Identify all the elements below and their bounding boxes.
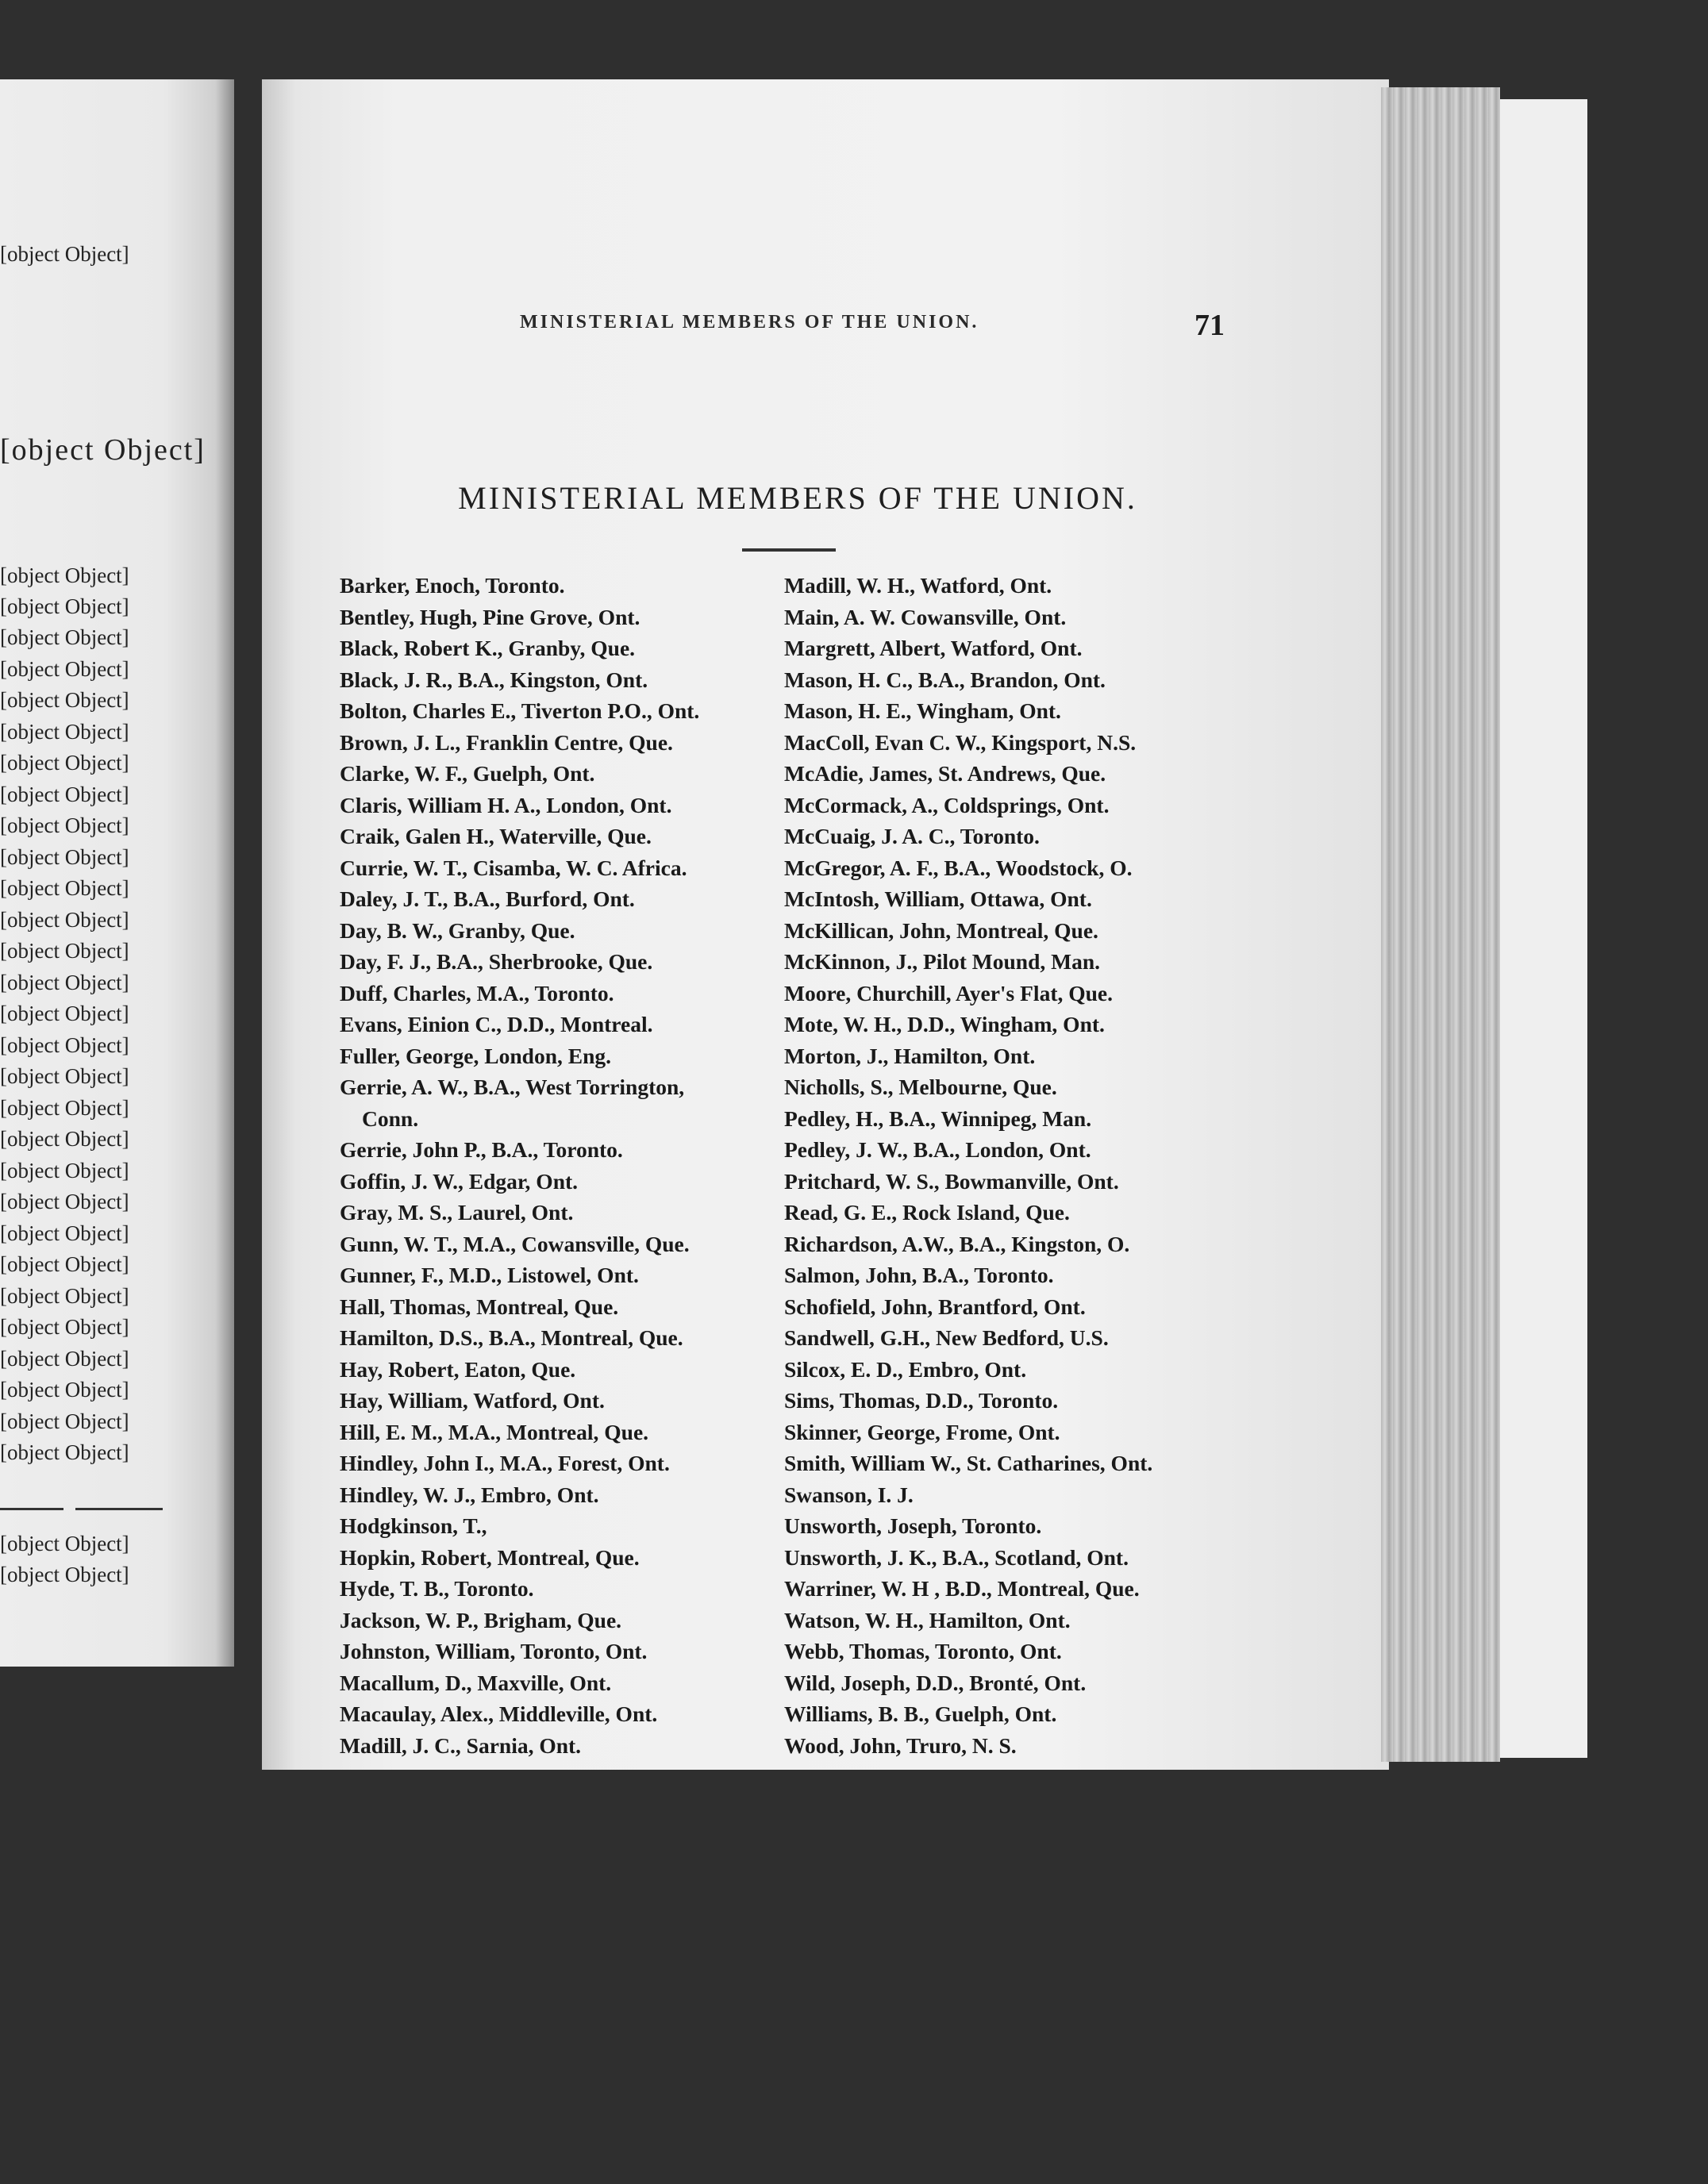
member-entry: Black, J. R., B.A., Kingston, Ont. xyxy=(340,667,648,692)
page-block-edge xyxy=(1381,87,1500,1762)
member-entry: Schofield, John, Brantford, Ont. xyxy=(784,1294,1086,1319)
facing-page-text-fragment: [object Object] xyxy=(0,908,129,932)
member-entry: Day, F. J., B.A., Sherbrooke, Que. xyxy=(340,949,653,974)
member-entry: Duff, Charles, M.A., Toronto. xyxy=(340,980,614,1005)
member-entry: Pritchard, W. S., Bowmanville, Ont. xyxy=(784,1168,1119,1194)
member-entry: McCuaig, J. A. C., Toronto. xyxy=(784,824,1040,848)
member-entry: Claris, William H. A., London, Ont. xyxy=(340,792,672,817)
facing-page-text-fragment: [object Object] xyxy=(0,1252,129,1276)
member-entry: McCormack, A., Coldsprings, Ont. xyxy=(784,792,1110,817)
member-entry: Daley, J. T., B.A., Burford, Ont. xyxy=(340,886,635,911)
member-entry: Barker, Enoch, Toronto. xyxy=(340,573,565,598)
member-entry: Mote, W. H., D.D., Wingham, Ont. xyxy=(784,1012,1105,1036)
member-entry: Salmon, John, B.A., Toronto. xyxy=(784,1263,1054,1287)
facing-page-fragment xyxy=(0,79,234,1667)
member-entry: Gunn, W. T., M.A., Cowansville, Que. xyxy=(340,1231,690,1256)
member-entry: Watson, W. H., Hamilton, Ont. xyxy=(784,1607,1071,1632)
member-entry: Mason, H. E., Wingham, Ont. xyxy=(784,698,1061,723)
facing-page-text-fragment: [object Object] xyxy=(0,1315,129,1339)
member-entry: Silcox, E. D., Embro, Ont. xyxy=(784,1356,1027,1382)
facing-page-text-fragment: [object Object] xyxy=(0,657,129,681)
facing-page-text-fragment: [object Object] xyxy=(0,594,129,618)
member-entry: Johnston, William, Toronto, Ont. xyxy=(340,1639,648,1663)
facing-page-text-fragment: [object Object] xyxy=(0,720,129,744)
facing-page-text-fragment: [object Object] xyxy=(0,1532,129,1555)
facing-page-text-fragment: [object Object] xyxy=(0,1563,129,1586)
facing-page-text-fragment: [object Object] xyxy=(0,1127,129,1151)
member-entry: Wild, Joseph, D.D., Bronté, Ont. xyxy=(784,1670,1087,1695)
member-entry: Hodgkinson, T., xyxy=(340,1513,487,1538)
member-entry: Hay, William, Watford, Ont. xyxy=(340,1388,605,1413)
member-entry: Bolton, Charles E., Tiverton P.O., Ont. xyxy=(340,698,700,723)
member-entry: Main, A. W. Cowansville, Ont. xyxy=(784,604,1067,629)
facing-page-text-fragment: [object Object] xyxy=(0,845,129,869)
member-entry: Unsworth, J. K., B.A., Scotland, Ont. xyxy=(784,1544,1129,1570)
member-entry: Warriner, W. H , B.D., Montreal, Que. xyxy=(784,1576,1140,1601)
member-entry: Gerrie, A. W., B.A., West Torrington, xyxy=(340,1075,685,1099)
facing-page-text-fragment: [object Object] xyxy=(0,1190,129,1213)
member-entry: Hamilton, D.S., B.A., Montreal, Que. xyxy=(340,1325,683,1350)
facing-page-text-fragment: [object Object] xyxy=(0,563,129,587)
facing-page-text-fragment: [object Object] xyxy=(0,1002,129,1025)
member-entry: Gray, M. S., Laurel, Ont. xyxy=(340,1200,574,1225)
member-entry: McAdie, James, St. Andrews, Que. xyxy=(784,761,1106,786)
facing-page-text-fragment: [object Object] xyxy=(0,813,129,837)
member-entry: Moore, Churchill, Ayer's Flat, Que. xyxy=(784,980,1113,1005)
members-column-left xyxy=(340,570,784,1761)
member-entry: Hindley, John I., M.A., Forest, Ont. xyxy=(340,1451,670,1475)
member-entry: Pedley, J. W., B.A., London, Ont. xyxy=(784,1137,1091,1162)
facing-page-text-fragment: [object Object] xyxy=(0,1159,129,1182)
member-entry: Hopkin, Robert, Montreal, Que. xyxy=(340,1544,640,1570)
facing-page-text-fragment: [object Object] xyxy=(0,688,129,712)
member-entry: Hindley, W. J., Embro, Ont. xyxy=(340,1482,599,1507)
member-entry: Macallum, D., Maxville, Ont. xyxy=(340,1670,612,1695)
facing-page-text-fragment: [object Object] xyxy=(0,1284,129,1308)
member-entry: Craik, Galen H., Waterville, Que. xyxy=(340,824,652,848)
member-entry: Margrett, Albert, Watford, Ont. xyxy=(784,636,1083,660)
facing-page-text-fragment: [object Object] xyxy=(0,751,129,775)
member-entry: Unsworth, Joseph, Toronto. xyxy=(784,1513,1042,1538)
member-entry: McKillican, John, Montreal, Que. xyxy=(784,917,1098,943)
footnote-rule xyxy=(0,1508,63,1510)
member-entry: Nicholls, S., Melbourne, Que. xyxy=(784,1075,1057,1099)
member-entry: Gunner, F., M.D., Listowel, Ont. xyxy=(340,1263,639,1287)
facing-page-text-fragment: [object Object] xyxy=(0,1033,129,1057)
facing-page-text-fragment: [object Object] xyxy=(0,971,129,994)
page-title: MINISTERIAL MEMBERS OF THE UNION. xyxy=(458,480,1137,516)
member-entry: Sandwell, G.H., New Bedford, U.S. xyxy=(784,1325,1109,1350)
book-cover-edge xyxy=(1500,99,1587,1758)
facing-page-heading-fragment: [object Object] xyxy=(0,433,206,467)
facing-page-text-fragment: [object Object] xyxy=(0,625,129,649)
member-entry: Evans, Einion C., D.D., Montreal. xyxy=(340,1012,653,1036)
facing-page-text-fragment: [object Object] xyxy=(0,782,129,806)
member-entry: Black, Robert K., Granby, Que. xyxy=(340,636,636,660)
member-entry: Brown, J. L., Franklin Centre, Que. xyxy=(340,729,673,755)
page-number: 71 xyxy=(1194,309,1225,342)
member-entry: Fuller, George, London, Eng. xyxy=(340,1043,612,1068)
member-entry: Mason, H. C., B.A., Brandon, Ont. xyxy=(784,667,1106,692)
facing-page-text-fragment: [object Object] xyxy=(0,1064,129,1088)
member-entry: Hall, Thomas, Montreal, Que. xyxy=(340,1294,619,1319)
member-entry: Hill, E. M., M.A., Montreal, Que. xyxy=(340,1419,649,1444)
facing-page-text-fragment: [object Object] xyxy=(0,1347,129,1371)
member-entry: McKinnon, J., Pilot Mound, Man. xyxy=(784,949,1101,974)
member-entry: Macaulay, Alex., Middleville, Ont. xyxy=(340,1701,658,1726)
member-entry: Read, G. E., Rock Island, Que. xyxy=(784,1200,1070,1225)
running-head: MINISTERIAL MEMBERS OF THE UNION. xyxy=(520,312,979,333)
member-entry: Madill, J. C., Sarnia, Ont. xyxy=(340,1732,582,1758)
member-entry: Wood, John, Truro, N. S. xyxy=(784,1732,1017,1758)
member-entry: Clarke, W. F., Guelph, Ont. xyxy=(340,761,595,786)
facing-page-text-fragment: [object Object] xyxy=(0,876,129,900)
facing-page-text-fragment: [object Object] xyxy=(0,1409,129,1433)
member-entry: Morton, J., Hamilton, Ont. xyxy=(784,1043,1036,1068)
member-entry: Madill, W. H., Watford, Ont. xyxy=(784,573,1052,598)
footnote-rule xyxy=(75,1508,163,1510)
member-entry: Day, B. W., Granby, Que. xyxy=(340,917,575,943)
facing-page-text-fragment: [object Object] xyxy=(0,1440,129,1464)
member-entry: Skinner, George, Frome, Ont. xyxy=(784,1419,1060,1444)
facing-page-text-fragment: [object Object] xyxy=(0,939,129,963)
member-entry: Williams, B. B., Guelph, Ont. xyxy=(784,1701,1057,1726)
title-rule xyxy=(742,548,836,552)
member-entry: Goffin, J. W., Edgar, Ont. xyxy=(340,1168,579,1194)
facing-page-text-fragment: [object Object] xyxy=(0,1378,129,1402)
member-entry: Gerrie, John P., B.A., Toronto. xyxy=(340,1137,623,1162)
member-entry: Pedley, H., B.A., Winnipeg, Man. xyxy=(784,1105,1092,1131)
member-entry: MacColl, Evan C. W., Kingsport, N.S. xyxy=(784,729,1137,755)
member-entry: Currie, W. T., Cisamba, W. C. Africa. xyxy=(340,855,687,880)
member-entry: Hay, Robert, Eaton, Que. xyxy=(340,1356,576,1382)
member-entry: McIntosh, William, Ottawa, Ont. xyxy=(784,886,1092,911)
member-entry: Richardson, A.W., B.A., Kingston, O. xyxy=(784,1231,1130,1256)
member-entry: Bentley, Hugh, Pine Grove, Ont. xyxy=(340,604,640,629)
member-entry: Smith, William W., St. Catharines, Ont. xyxy=(784,1451,1153,1475)
member-entry: Swanson, I. J. xyxy=(784,1482,914,1507)
member-entry: Hyde, T. B., Toronto. xyxy=(340,1576,534,1601)
facing-page-text-fragment: [object Object] xyxy=(0,242,129,266)
facing-page-text-fragment: [object Object] xyxy=(0,1221,129,1245)
members-column-right xyxy=(784,570,1260,1761)
member-entry: McGregor, A. F., B.A., Woodstock, O. xyxy=(784,855,1133,880)
member-entry: Conn. xyxy=(362,1105,419,1131)
member-entry: Webb, Thomas, Toronto, Ont. xyxy=(784,1639,1062,1663)
member-entry: Jackson, W. P., Brigham, Que. xyxy=(340,1607,622,1632)
member-entry: Sims, Thomas, D.D., Toronto. xyxy=(784,1388,1059,1413)
facing-page-text-fragment: [object Object] xyxy=(0,1096,129,1120)
